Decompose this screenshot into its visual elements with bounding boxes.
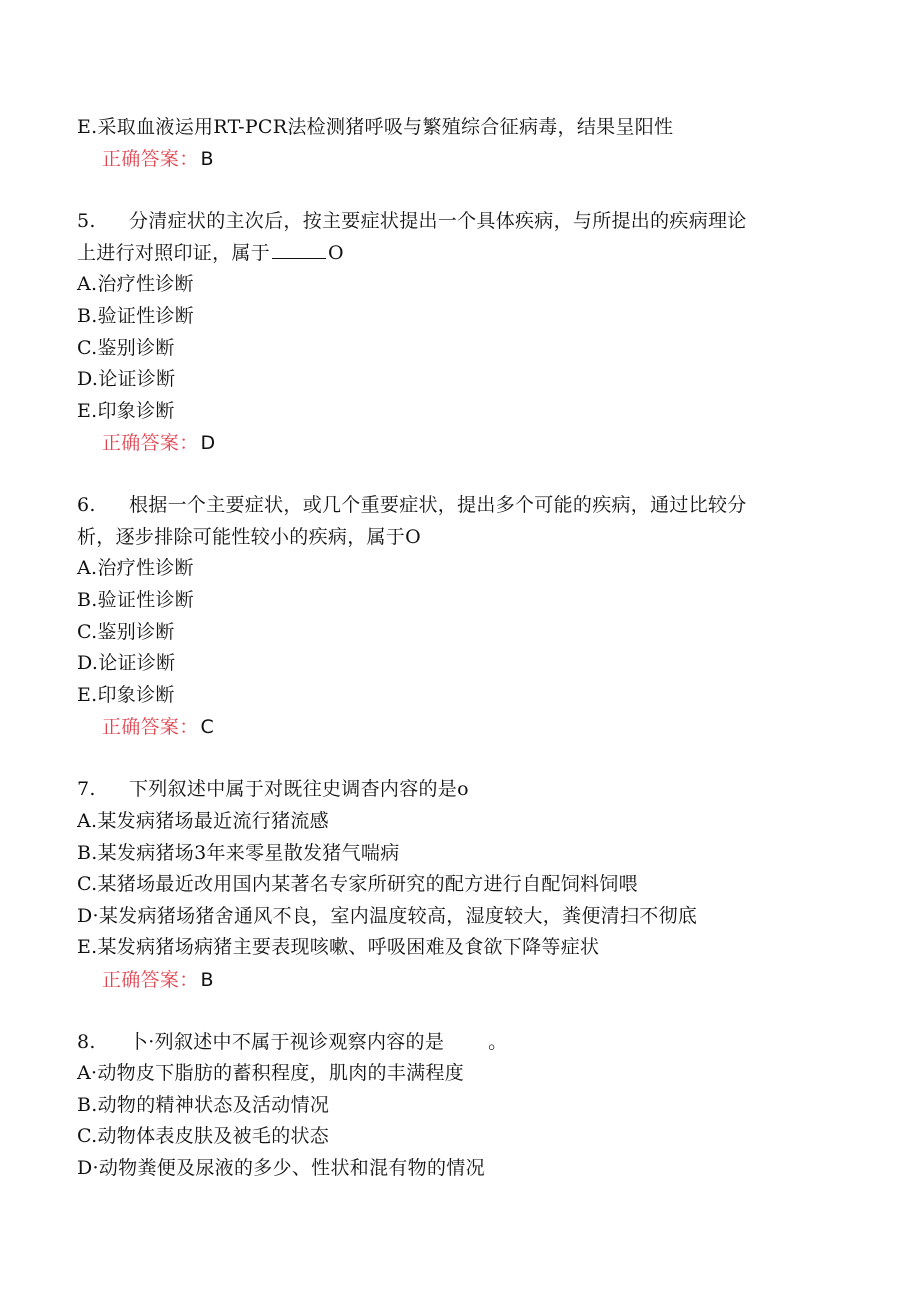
answer-value: B	[200, 969, 214, 991]
q7-option-e: E.某发病猪场病猪主要表现咳嗽、呼吸困难及食欲下降等症状	[77, 936, 600, 958]
q7-option-c: C.某猪场最近改用国内某著名专家所研究的配方进行自配饲料饲喂	[77, 873, 638, 895]
q8-option-b: B.动物的精神状态及活动情况	[77, 1094, 330, 1116]
q5-option-c: C.鉴别诊断	[77, 337, 175, 359]
q5-option-b: B.验证性诊断	[77, 305, 195, 327]
q7-option-a: A.某发病猪场最近流行猪流感	[77, 810, 329, 832]
q7-option-b: B.某发病猪场3年来零星散发猪气喘病	[77, 842, 400, 864]
q5-stem-line2	[77, 238, 344, 268]
q4-answer	[102, 144, 214, 174]
q6-option-d: D.论证诊断	[77, 652, 176, 674]
q7-option-d: D·某发病猪场猪舍通风不良，室内温度较高，湿度较大，粪便清扫不彻底	[77, 905, 698, 927]
answer-value: B	[200, 148, 214, 170]
q8-stem-line1	[77, 1027, 507, 1057]
question-text: 根据一个主要症状，或几个重要症状，提出多个可能的疾病，通过比较分	[129, 494, 747, 516]
q8-option-d: D·动物粪便及尿液的多少、性状和混有物的情况	[77, 1157, 485, 1179]
q6-option-c: C.鉴别诊断	[77, 621, 175, 643]
question-number: 6.	[77, 494, 96, 516]
q8-option-c: C.动物体表皮肤及被毛的状态	[77, 1125, 330, 1147]
q4-option-e: E.采取血液运用RT-PCR法检测猪呼吸与繁殖综合征病毒，结果呈阳性	[77, 116, 674, 138]
question-text: 分清症状的主次后，按主要症状提出一个具体疾病，与所提出的疾病理论	[129, 210, 747, 232]
q5-option-e: E.印象诊断	[77, 400, 175, 422]
q5-option-a: A.治疗性诊断	[77, 273, 194, 295]
q7-answer	[102, 965, 214, 995]
answer-value: D	[200, 432, 216, 454]
q6-option-e: E.印象诊断	[77, 684, 175, 706]
q6-stem-line2: 析，逐步排除可能性较小的疾病，属于O	[77, 526, 421, 548]
q5-option-d: D.论证诊断	[77, 368, 176, 390]
question-text: 上进行对照印证，属于	[77, 242, 271, 264]
question-text: 下列叙述中属于对既往史调杳内容的是o	[129, 778, 469, 800]
answer-label: 正确答案：	[102, 432, 199, 454]
q6-answer	[102, 712, 214, 742]
question-text: 卜·列叙述中不属于视诊观察内容的是	[129, 1031, 445, 1053]
q5-answer	[102, 428, 215, 458]
q6-option-b: B.验证性诊断	[77, 589, 195, 611]
question-number: 5.	[77, 210, 96, 232]
question-text-end: O	[328, 242, 344, 264]
answer-label: 正确答案：	[102, 716, 199, 738]
question-text-end: 。	[488, 1031, 508, 1053]
q8-option-a: A·动物皮下脂肪的蓄积程度，肌肉的丰满程度	[77, 1062, 465, 1084]
question-number: 8.	[77, 1031, 96, 1053]
q5-stem-line1	[77, 206, 747, 236]
question-number: 7.	[77, 778, 96, 800]
q7-stem-line1	[77, 774, 469, 804]
q6-option-a: A.治疗性诊断	[77, 557, 194, 579]
q6-stem-line1	[77, 490, 747, 520]
answer-blank	[272, 240, 326, 259]
answer-label: 正确答案：	[102, 969, 199, 991]
answer-label: 正确答案：	[102, 148, 199, 170]
answer-value: C	[200, 716, 215, 738]
